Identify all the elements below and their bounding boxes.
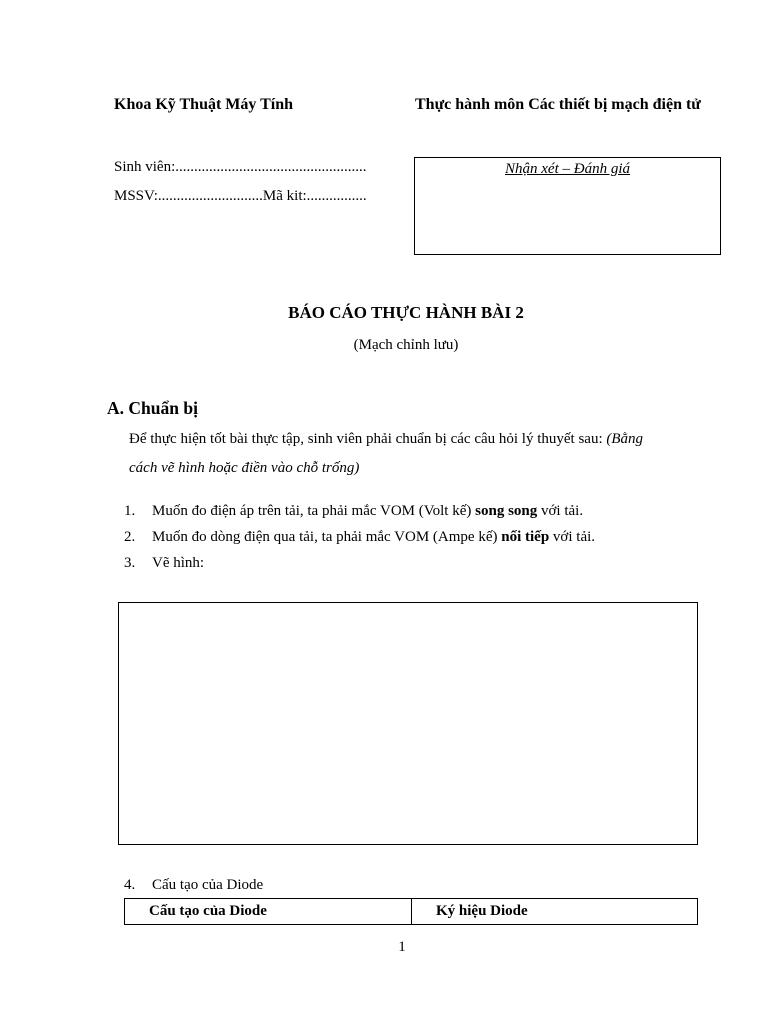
review-box-title: Nhận xét – Đánh giá bbox=[505, 161, 630, 177]
list-item: 1. Muốn đo điện áp trên tải, ta phải mắc VOM (Volt kế) song song với tải. bbox=[124, 503, 584, 519]
student-id-field: MSSV:............................ bbox=[114, 188, 263, 204]
report-subtitle: (Mạch chỉnh lưu) bbox=[353, 337, 459, 353]
section-a-intro bbox=[129, 431, 643, 448]
list-item-number: 2. bbox=[124, 529, 136, 545]
intro-italic-1: (Bằng bbox=[606, 431, 644, 447]
kit-id-field: Mã kit:................ bbox=[262, 188, 367, 204]
list-item: 2. Muốn đo dòng điện qua tải, ta phải mắc VOM (Ampe kế) nối tiếp với tải. bbox=[124, 529, 596, 545]
intro-text: Để thực hiện tốt bài thực tập, sinh viên phải chuẩn bị các câu hỏi lý thuyết sau: bbox=[129, 431, 603, 447]
report-title: BÁO CÁO THỰC HÀNH BÀI 2 bbox=[288, 303, 524, 322]
intro-italic-2: cách vẽ hình hoặc điền vào chỗ trống) bbox=[129, 460, 360, 476]
course-name: Thực hành môn Các thiết bị mạch điện tử bbox=[415, 96, 701, 113]
table-header-structure: Cấu tạo của Diode bbox=[125, 899, 412, 925]
student-id-line bbox=[114, 188, 367, 205]
list-item: 3. Vẽ hình: bbox=[124, 555, 205, 571]
table-header-symbol: Ký hiệu Diode bbox=[412, 899, 698, 925]
section-a-heading: A. Chuẩn bị bbox=[107, 398, 198, 418]
list-item-number: 3. bbox=[124, 555, 136, 571]
answer-bold: song song bbox=[475, 503, 538, 519]
review-box bbox=[414, 157, 721, 255]
diode-table bbox=[124, 898, 698, 925]
department-name: Khoa Kỹ Thuật Máy Tính bbox=[114, 96, 294, 113]
answer-bold: nối tiếp bbox=[501, 529, 550, 545]
list-item-number: 1. bbox=[124, 503, 136, 519]
list-item-number: 4. bbox=[124, 877, 136, 893]
page-number: 1 bbox=[398, 939, 406, 955]
student-name-field: Sinh viên:................................................... bbox=[114, 159, 367, 175]
list-item: 4. Cấu tạo của Diode bbox=[124, 877, 264, 893]
drawing-area[interactable] bbox=[118, 602, 698, 845]
